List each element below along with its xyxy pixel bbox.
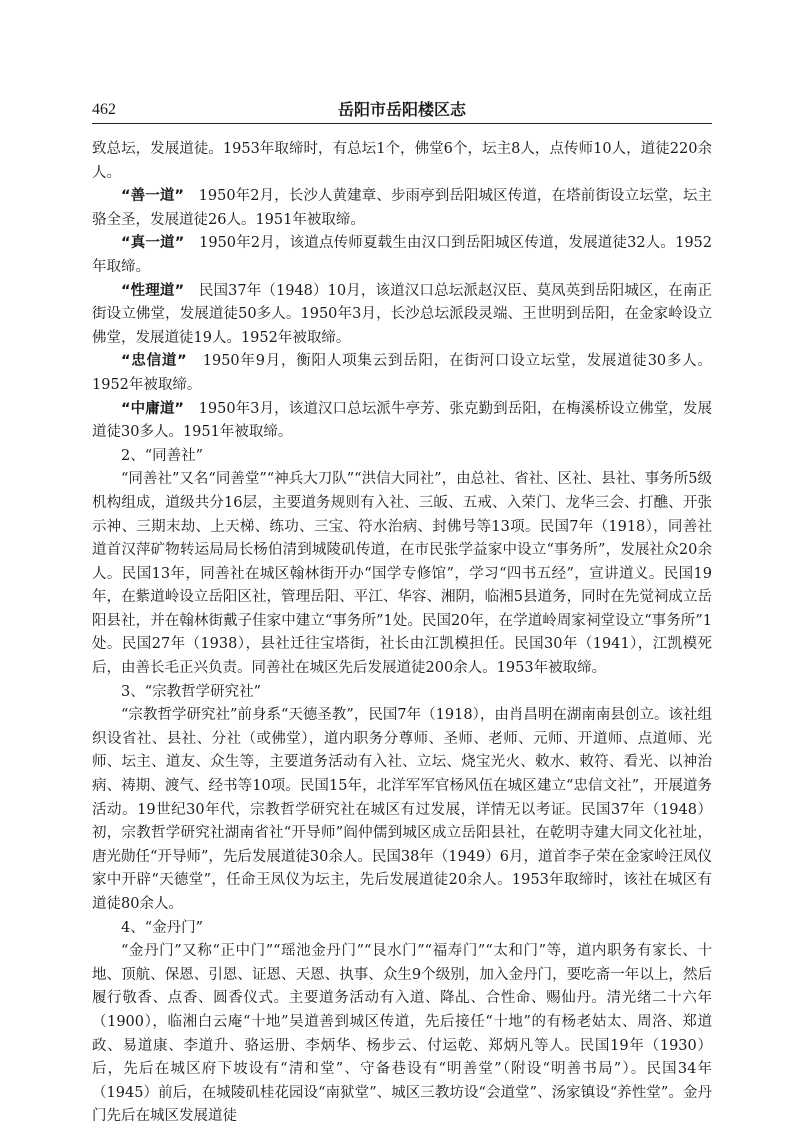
term-zhongyong: “中庸道” xyxy=(121,400,184,417)
paragraph-jindanmen: “金丹门”又称“正中门”“瑶池金丹门”“艮水门”“福寿门”“太和门”等，道内职务有家长、十地、顶航、保恩、引恩、证恩、天恩、执事、众生9个级别，加入金丹门，要吃斋一年以上，然后履行敬香、点香、圆香仪式。主要道务活动有入道、降乩、合性命、赐仙丹。清光绪二十六年（1900），临湘白云庵“十地”吴道善到城区传道，先后接任“十地”的有杨老姑太、周洛、郑道政、易道康、李道升、骆运册、李炳华、杨步云、付运乾、郑炳凡等人。民国19年（1930）后，先后在城区府下坡设有“清和堂”、守备巷设有“明善堂”（附设“明善书局”）。民国34年（1945）前后，在城陵矶桂花园设“南狱堂”、城区三教坊设“会道堂”、汤家镇设“养性堂”。金丹门先后在城区发展道徒 xyxy=(92,943,712,1125)
text-zhongxin: 1950年9月，衡阳人项集云到岳阳，在街河口设立坛堂，发展道徒30多人。1952年被取缔。 xyxy=(92,353,713,393)
section-heading-jindanmen: 4、“金丹门” xyxy=(121,919,204,936)
paragraph-zhenyi xyxy=(92,232,712,279)
paragraph-shanyi xyxy=(92,185,712,232)
text-body xyxy=(92,138,712,1129)
term-shanyi: “善一道” xyxy=(121,188,184,205)
text-xingli: 民国37年（1948）10月，该道汉口总坛派赵汉臣、莫凤英到岳阳城区，在南正街设立佛堂，发展道徒50多人。1950年3月，长沙总坛派段灵端、王世明到岳阳，在金家岭设立佛堂，发展道徒19人。1952年被取缔。 xyxy=(92,282,712,346)
paragraph-zhongxin xyxy=(92,350,712,397)
page-number: 462 xyxy=(92,101,116,118)
paragraph-tongshanshe: “同善社”又名“同善堂”“神兵大刀队”“洪信大同社”，由总社、省社、区社、县社、事务所5级机构组成，道级共分16层，主要道务规则有入社、三皈、五戒、入荣门、龙华三会、打醮、开张示神、三期末劫、上天梯、练功、三宝、符水治病、封佛号等13项。民国7年（1918），同善社道首汉萍矿物转运局局长杨伯清到城陵矶传道，在市民张学益家中设立“事务所”，发展社众20余人。民国13年，同善社在城区翰林街开办“国学专修馆”，学习“四书五经”，宣讲道义。民国19年，在紫道岭设立岳阳区社，管理岳阳、平江、华容、湘阴，临湘5县道务，同时在先觉祠成立岳阳县社，并在翰林街戴子佳家中建立“事务所”1处。民国20年，在学道岭周家祠堂设立“事务所”1处。民国27年（1938），县社迁往宝塔街，社长由江凯模担任。民国30年（1941），江凯模死后，由善长毛正兴负责。同善社在城区先后发展道徒200余人。1953年被取缔。 xyxy=(92,471,712,677)
text-zhenyi: 1950年2月，该道点传师夏载生由汉口到岳阳城区传道，发展道徒32人。1952年取缔。 xyxy=(92,235,712,275)
text-zhongyong: 1950年3月，该道汉口总坛派牛亭芳、张克勤到岳阳，在梅溪桥设立佛堂，发展道徒30多人。1951年被取缔。 xyxy=(92,400,712,441)
paragraph-intro: 致总坛，发展道徒。1953年取缔时，有总坛1个，佛堂6个，坛主8人，点传师10人，道徒220余人。 xyxy=(92,141,712,181)
section-heading-zongjiaozhexue: 3、“宗教哲学研究社” xyxy=(121,683,262,700)
section-heading-tongshanshe: 2、“同善社” xyxy=(121,447,204,464)
text-shanyi: 1950年2月，长沙人黄建章、步雨亭到岳阳城区传道，在塔前街设立坛堂，坛主骆全圣，发展道徒26人。1951年被取缔。 xyxy=(92,188,712,228)
paragraph-zongjiaozhexue: “宗教哲学研究社”前身系“天德圣教”，民国7年（1918），由肖昌明在湖南南县创立。该社组织设省社、县社、分社（或佛堂），道内职务分尊师、圣师、老师、元师、开道师、点道师、光师、坛主、道友、众生等，主要道务活动有入社、立坛、烧宝光火、敕水、敕符、看光、以神治病、祷期、渡气、经书等10项。民国15年，北洋军军官杨风伍在城区建立“忠信文社”，开展道务活动。19世纪30年代，宗教哲学研究社在城区有过发展，详情无以考证。民国37年（1948）初，宗教哲学研究社湖南省社“开导师”阎仲儒到城区成立岳阳县社，在乾明寺建大同文化社址，唐光勋任“开导师”，先后发展道徒30余人。民国38年（1949）6月，道首李子荣在金家岭汪凤仪家中开辟“天德堂”，任命王凤仪为坛主，先后发展道徒20余人。1953年取缔时，该社在城区有道徒80余人。 xyxy=(92,707,712,912)
paragraph-xingli xyxy=(92,280,712,351)
paragraph-zhongyong xyxy=(92,398,712,445)
running-header xyxy=(92,99,712,124)
term-xingli: “性理道” xyxy=(121,282,185,299)
term-zhongxin: “忠信道” xyxy=(121,353,187,370)
running-title: 岳阳市岳阳楼区志 xyxy=(337,100,466,119)
term-zhenyi: “真一道” xyxy=(121,235,185,252)
